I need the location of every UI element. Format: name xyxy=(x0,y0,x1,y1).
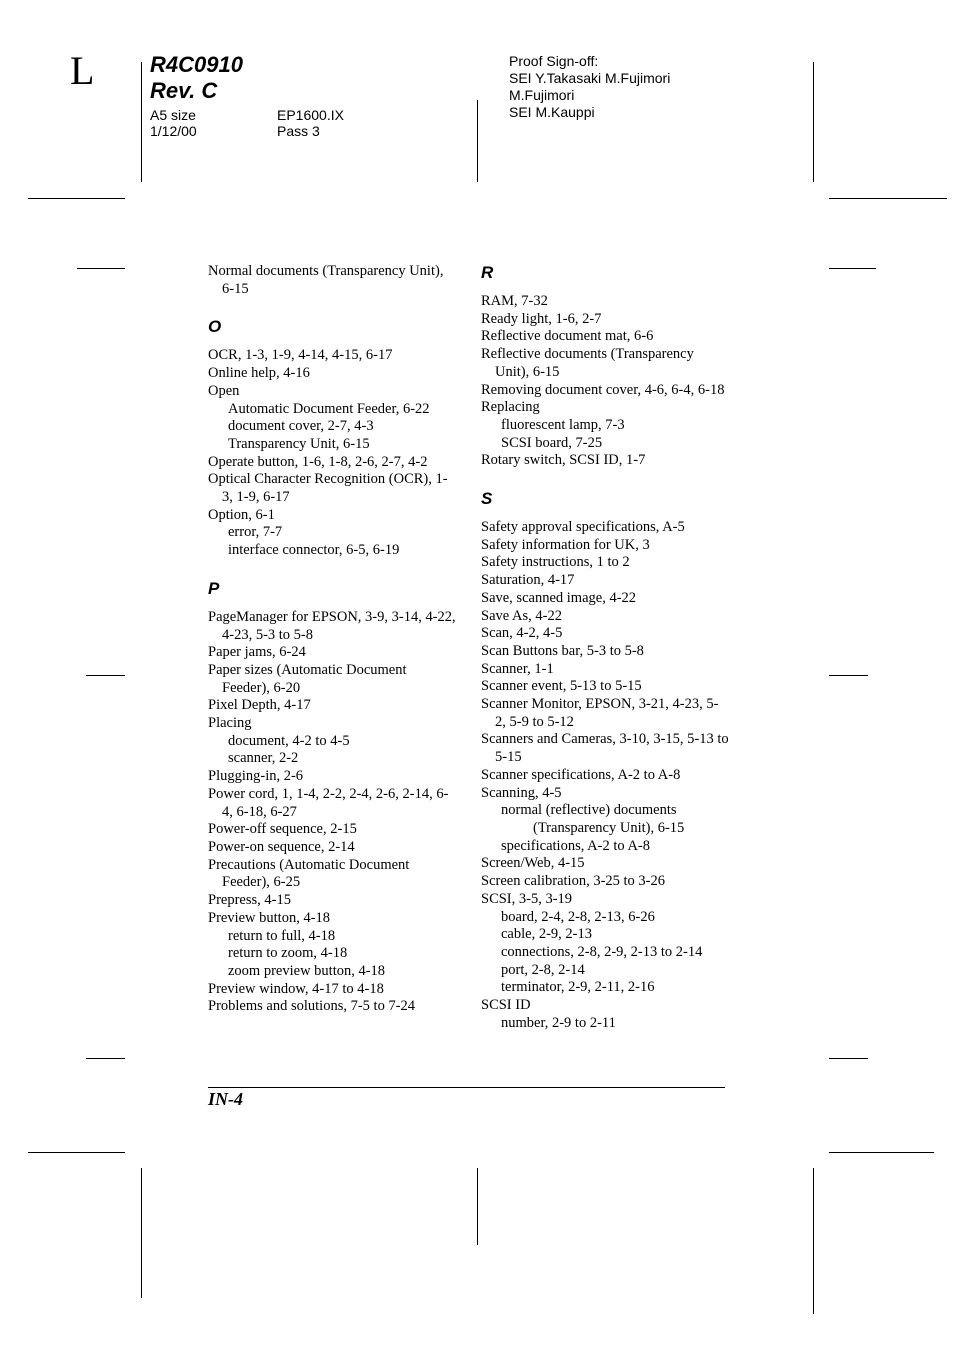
revision: Rev. C xyxy=(150,78,218,103)
index-entry: Power cord, 1, 1-4, 2-2, 2-4, 2-6, 2-14, 6-4, 6-18, 6-27 xyxy=(208,785,449,820)
index-group-s xyxy=(481,519,729,1032)
crop-mark xyxy=(28,198,125,199)
index-entry: Safety information for UK, 3 xyxy=(481,536,650,553)
index-subentry: return to zoom, 4-18 xyxy=(228,945,348,962)
index-entry: Preview window, 4-17 to 4-18 xyxy=(208,980,384,997)
index-entry: Placing xyxy=(208,715,252,732)
registration-mark xyxy=(829,268,876,269)
section-letter-s: S xyxy=(481,489,493,509)
document-id: R4C0910 xyxy=(150,52,243,77)
index-subentry: SCSI board, 7-25 xyxy=(501,434,603,451)
index-subentry: return to full, 4-18 xyxy=(228,927,336,944)
index-entry: Removing document cover, 4-6, 6-4, 6-18 xyxy=(481,381,725,398)
index-entry: OCR, 1-3, 1-9, 4-14, 4-15, 6-17 xyxy=(208,347,393,364)
index-subentry: specifications, A-2 to A-8 xyxy=(501,837,651,854)
index-entry: Safety approval specifications, A-5 xyxy=(481,519,685,536)
index-entry: Scanner specifications, A-2 to A-8 xyxy=(481,766,681,783)
index-entry: Scanner, 1-1 xyxy=(481,660,554,677)
date-label: 1/12/00 xyxy=(150,123,197,139)
index-subentry: cable, 2-9, 2-13 xyxy=(501,926,592,943)
signoff-line: M.Fujimori xyxy=(509,87,575,103)
index-entry: Open xyxy=(208,382,240,399)
index-entry: Screen/Web, 4-15 xyxy=(481,855,585,872)
index-entry: Prepress, 4-15 xyxy=(208,892,291,909)
index-entry: Problems and solutions, 7-5 to 7-24 xyxy=(208,998,416,1015)
index-group-o xyxy=(208,347,458,559)
index-entry: RAM, 7-32 xyxy=(481,293,548,309)
index-entry: SCSI ID xyxy=(481,997,531,1014)
index-entry: Screen calibration, 3-25 to 3-26 xyxy=(481,873,666,890)
crop-mark xyxy=(477,100,478,182)
crop-mark xyxy=(813,62,814,182)
index-subentry: Transparency Unit, 6-15 xyxy=(228,435,370,452)
crop-mark xyxy=(141,1168,142,1298)
index-entry: Ready light, 1-6, 2-7 xyxy=(481,310,602,327)
index-entry: Scan, 4-2, 4-5 xyxy=(481,625,563,642)
document-code xyxy=(150,52,243,104)
index-entry: Paper jams, 6-24 xyxy=(208,644,306,661)
section-letter-p: P xyxy=(208,578,220,598)
index-entry: Scanners and Cameras, 3-10, 3-15, 5-13 to 5-15 xyxy=(481,731,729,766)
index-entry: Paper sizes (Automatic Document Feeder), 6-20 xyxy=(208,661,407,696)
index-column-left xyxy=(208,263,458,1016)
index-group-p xyxy=(208,609,458,1016)
crop-mark xyxy=(141,62,142,182)
registration-mark xyxy=(86,675,125,676)
index-entry: Saturation, 4-17 xyxy=(481,572,575,589)
signoff-line: Proof Sign-off: xyxy=(509,53,599,69)
registration-mark xyxy=(829,1058,868,1059)
index-subentry: fluorescent lamp, 7-3 xyxy=(501,416,625,433)
index-entry: Rotary switch, SCSI ID, 1-7 xyxy=(481,452,646,469)
index-entry: SCSI, 3-5, 3-19 xyxy=(481,890,573,907)
job-label: EP1600.IX xyxy=(277,107,344,123)
index-column-right xyxy=(481,263,729,1032)
crop-mark xyxy=(477,1168,478,1245)
index-entry: Scan Buttons bar, 5-3 to 5-8 xyxy=(481,642,644,659)
index-subentry: zoom preview button, 4-18 xyxy=(228,962,386,979)
index-subentry: error, 7-7 xyxy=(228,524,283,541)
index-subentry: board, 2-4, 2-8, 2-13, 6-26 xyxy=(501,908,655,925)
index-entry: Reflective document mat, 6-6 xyxy=(481,328,654,345)
index-subentry: normal (reflective) documents xyxy=(501,802,677,819)
crop-mark xyxy=(813,1168,814,1314)
crop-mark xyxy=(829,1152,934,1153)
index-subentry: interface connector, 6-5, 6-19 xyxy=(228,542,400,559)
index-entry: Pixel Depth, 4-17 xyxy=(208,697,311,714)
index-entry: Operate button, 1-6, 1-8, 2-6, 2-7, 4-2 xyxy=(208,453,428,470)
index-entry: Power-off sequence, 2-15 xyxy=(208,821,357,838)
index-entry: Online help, 4-16 xyxy=(208,365,310,382)
index-subentry: document cover, 2-7, 4-3 xyxy=(228,418,374,435)
index-entry: Replacing xyxy=(481,399,540,416)
signoff-line: SEI Y.Takasaki M.Fujimori xyxy=(509,70,671,86)
index-entry: Scanner Monitor, EPSON, 3-21, 4-23, 5-2, 5-9 to 5-12 xyxy=(481,696,719,730)
registration-mark xyxy=(829,675,868,676)
index-entry: Scanning, 4-5 xyxy=(481,784,562,801)
index-subentry: scanner, 2-2 xyxy=(228,750,299,767)
index-entry: Save As, 4-22 xyxy=(481,607,562,624)
index-entry: Power-on sequence, 2-14 xyxy=(208,838,355,855)
signoff-line: SEI M.Kauppi xyxy=(509,104,595,120)
index-subentry: port, 2-8, 2-14 xyxy=(501,961,585,978)
proof-signoff xyxy=(509,53,670,121)
pass-label: Pass 3 xyxy=(277,123,320,139)
index-entry: PageManager for EPSON, 3-9, 3-14, 4-22, 4-23, 5-3 to 5-8 xyxy=(208,608,456,643)
index-entry: Optical Character Recognition (OCR), 1-3, 1-9, 6-17 xyxy=(208,471,448,506)
index-group-r xyxy=(481,293,729,470)
index-subentry: terminator, 2-9, 2-11, 2-16 xyxy=(501,979,655,996)
registration-mark xyxy=(77,268,125,269)
index-entry: Reflective documents (Transparency Unit), 6-15 xyxy=(481,346,694,380)
crop-mark xyxy=(829,198,947,199)
side-letter: L xyxy=(70,48,95,93)
index-entry: Precautions (Automatic Document Feeder), 6-25 xyxy=(208,856,410,891)
index-subentry: Automatic Document Feeder, 6-22 xyxy=(228,400,430,417)
index-entry: Preview button, 4-18 xyxy=(208,909,331,926)
index-subentry: document, 4-2 to 4-5 xyxy=(228,732,350,749)
index-entry: Normal documents (Transparency Unit), 6-15 xyxy=(208,263,444,297)
registration-mark xyxy=(86,1058,125,1059)
index-entry: Plugging-in, 2-6 xyxy=(208,768,304,785)
size-label: A5 size xyxy=(150,107,196,123)
index-subentry: (Transparency Unit), 6-15 xyxy=(533,819,685,836)
footer-rule xyxy=(208,1087,725,1088)
index-entry: Save, scanned image, 4-22 xyxy=(481,589,637,606)
index-subentry: number, 2-9 to 2-11 xyxy=(501,1014,616,1031)
page-number: IN-4 xyxy=(208,1089,243,1109)
section-letter-r: R xyxy=(481,263,494,282)
crop-mark xyxy=(28,1152,125,1153)
index-subentry: connections, 2-8, 2-9, 2-13 to 2-14 xyxy=(501,943,703,960)
index-entry: Safety instructions, 1 to 2 xyxy=(481,554,630,571)
section-letter-o: O xyxy=(208,317,222,337)
index-entry: Scanner event, 5-13 to 5-15 xyxy=(481,678,642,695)
index-entry: Option, 6-1 xyxy=(208,506,275,523)
